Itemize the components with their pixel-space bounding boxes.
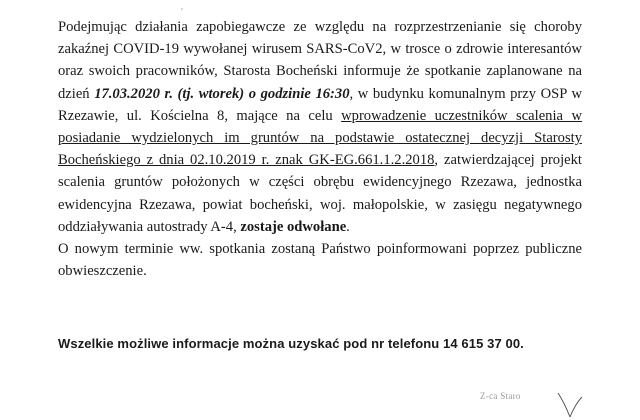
contact-info: Wszelkie możliwe informacje można uzyskać pod nr telefonu 14 615 37 00. [58,336,524,351]
signature-scribble [470,385,630,420]
paragraph-text-2: , w budynku komunalnym przy OSP w Rzezawie, ul. Kościelna 8, mające na celu [58,85,582,124]
stamp-text: Z-ca Staro [480,391,521,401]
announcement-body [58,16,582,282]
paragraph-text-3: , zatwierdzającej projekt scalenia gruntów położonych w części obrębu ewidencyjnego Rzezawa, jednostka ewidencyjna Rzezawa, powiat bocheński, woj. małopolskie, w zasięgu negatywnego oddziaływania autostrady A-4, [58,152,582,235]
cancellation-notice: zostaje odwołane [240,218,347,235]
paragraph-text-1: Podejmując działania zapobiegawcze ze względu na rozprzestrzenianie się choroby zakaźnej COVID-19 wywołanej wirusem SARS-CoV2, w trosce o zdrowie interesantów oraz swoich pracowników, Starosta Bocheński informuje że spotkanie zaplanowane na dzień [58,19,582,102]
meeting-purpose: wprowadzenie uczestników scalenia w posiadanie wydzielonych im gruntów na podstawie ostatecznej decyzji Starosty Bocheńskiego z dnia 02.10.2019 r. znak GK-EG.661.1.2.2018 [58,107,582,169]
scan-mark: ' [181,7,183,18]
paragraph-text-4: . [346,218,350,235]
signature-stamp-area [470,385,630,420]
announcement-paragraph [58,16,582,238]
meeting-date: 17.03.2020 r. (tj. wtorek) o godzinie 16:30 [94,85,350,102]
new-date-paragraph: O nowym terminie ww. spotkania zostaną Państwo poinformowani poprzez publiczne obwieszczenie. [58,241,582,280]
